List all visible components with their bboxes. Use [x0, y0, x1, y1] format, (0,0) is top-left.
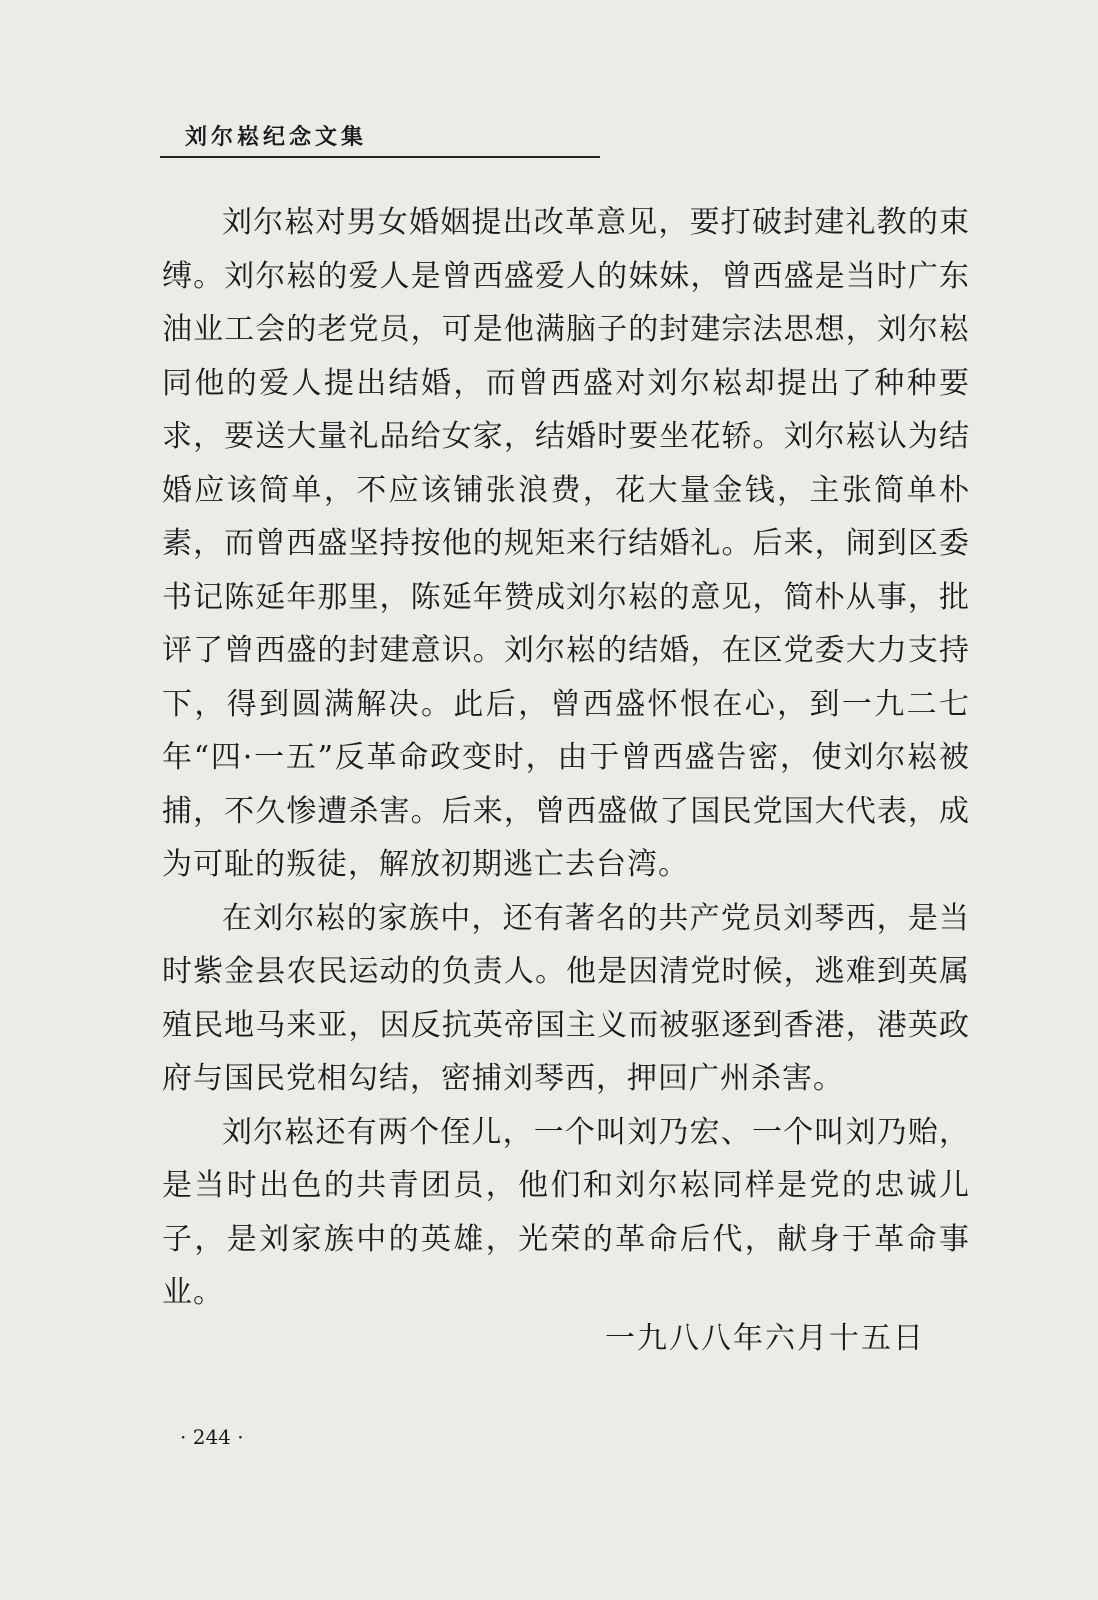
body-text — [162, 196, 970, 1320]
paragraph-1: 刘尔崧对男女婚姻提出改革意见，要打破封建礼教的束缚。刘尔崧的爱人是曾西盛爱人的妹妹，曾西盛是当时广东油业工会的老党员，可是他满脑子的封建宗法思想，刘尔崧同他的爱人提出结婚，而曾西盛对刘尔崧却提出了种种要求，要送大量礼品给女家，结婚时要坐花轿。刘尔崧认为结婚应该简单，不应该铺张浪费，花大量金钱，主张简单朴素，而曾西盛坚持按他的规矩来行结婚礼。后来，闹到区委书记陈延年那里，陈延年赞成刘尔崧的意见，简朴从事，批评了曾西盛的封建意识。刘尔崧的结婚，在区党委大力支持下，得到圆满解决。此后，曾西盛怀恨在心，到一九二七年“四·一五”反革命政变时，由于曾西盛告密，使刘尔崧被捕，不久惨遭杀害。后来，曾西盛做了国民党国大代表，成为可耻的叛徒，解放初期逃亡去台湾。 — [162, 205, 970, 882]
page-number: · 244 · — [180, 1425, 244, 1449]
date-line: 一九八八年六月十五日 — [605, 1321, 925, 1356]
paragraph-2: 在刘尔崧的家族中，还有著名的共产党员刘琴西，是当时紫金县农民运动的负责人。他是因清党时候，逃难到英属殖民地马来亚，因反抗英帝国主义而被驱逐到香港，港英政府与国民党相勾结，密捕刘琴西，押回广州杀害。 — [162, 900, 970, 1096]
running-header: 刘尔崧纪念文集 — [185, 125, 368, 150]
paragraph-3: 刘尔崧还有两个侄儿，一个叫刘乃宏、一个叫刘乃贻，是当时出色的共青团员，他们和刘尔崧同样是党的忠诚儿子，是刘家族中的英雄，光荣的革命后代，献身于革命事业。 — [162, 1114, 970, 1310]
header-rule — [160, 156, 600, 158]
